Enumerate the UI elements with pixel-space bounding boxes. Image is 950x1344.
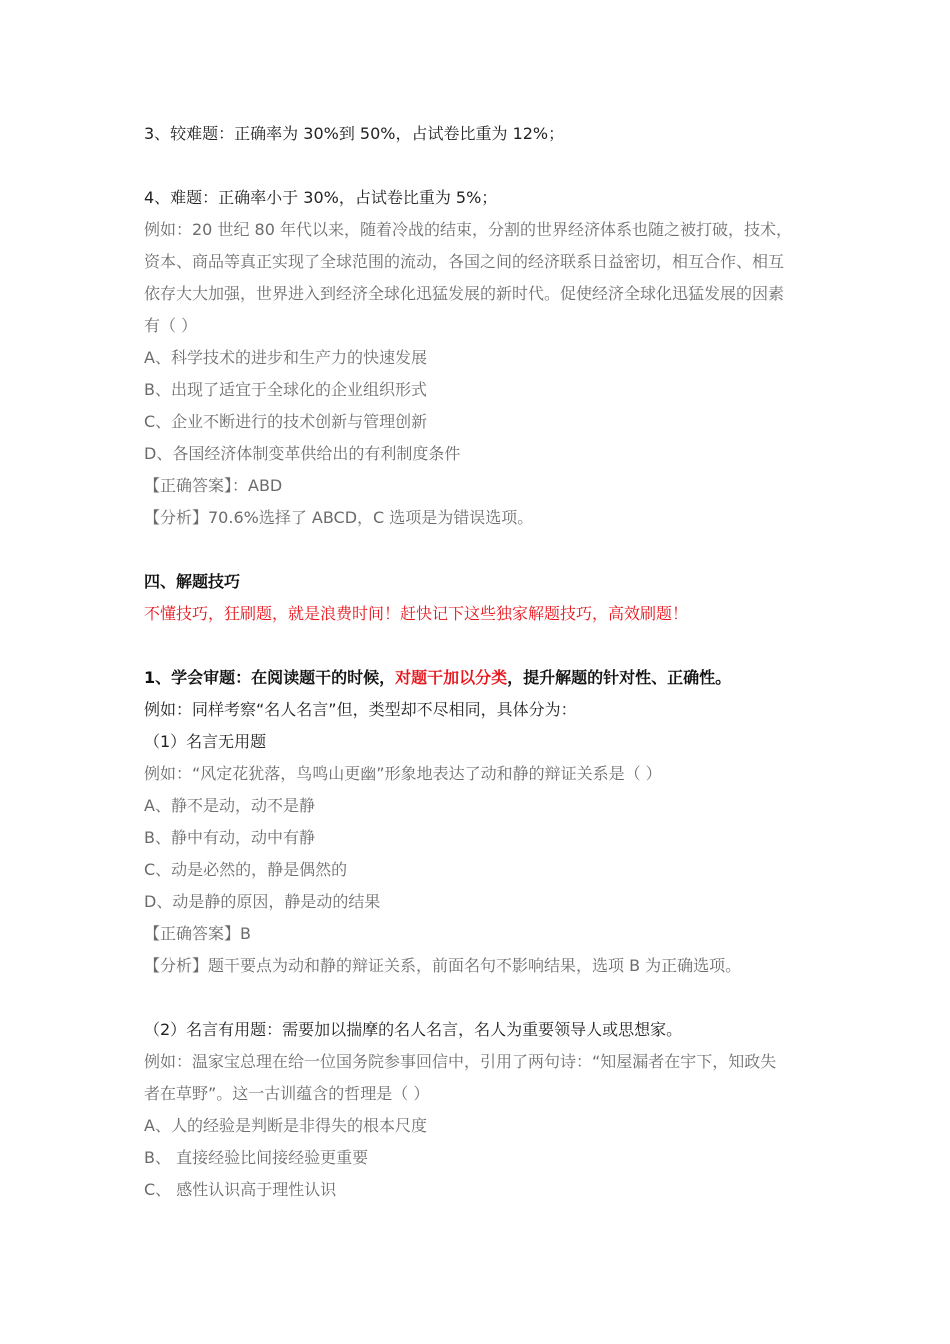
example1-option-b: B、出现了适宜于全球化的企业组织形式 xyxy=(144,380,427,399)
example1-stem-line: 资本、商品等真正实现了全球范围的流动，各国之间的经济联系日益密切，相互合作、相互 xyxy=(144,252,785,271)
sub1-analysis: 【分析】题干要点为动和静的辩证关系，前面名句不影响结果，选项 B 为正确选项。 xyxy=(144,956,742,975)
example1-option-a: A、科学技术的进步和生产力的快速发展 xyxy=(144,348,427,367)
sub1-answer: 【正确答案】B xyxy=(144,924,251,943)
example1-option-d: D、各国经济体制变革供给出的有利制度条件 xyxy=(144,444,461,463)
section4-title: 四、解题技巧 xyxy=(144,572,241,591)
tip1-heading-highlight: 对题干加以分类 xyxy=(395,668,508,687)
example1-analysis: 【分析】70.6%选择了 ABCD，C 选项是为错误选项。 xyxy=(144,508,534,527)
section4-slogan: 不懂技巧，狂刷题，就是浪费时间！赶快记下这些独家解题技巧，高效刷题！ xyxy=(144,604,689,623)
sub2-option-a: A、人的经验是判断是非得失的根本尺度 xyxy=(144,1116,427,1135)
sub2-option-b: B、 直接经验比间接经验更重要 xyxy=(144,1148,369,1167)
difficulty-level-3: 3、较难题：正确率为 30%到 50%，占试卷比重为 12%； xyxy=(144,124,565,143)
sub1-option-d: D、动是静的原因，静是动的结果 xyxy=(144,892,381,911)
tip1-intro: 例如：同样考察“名人名言”但，类型却不尽相同，具体分为： xyxy=(144,700,577,719)
sub2-stem-line: 者在草野”。这一古训蕴含的哲理是（ ） xyxy=(144,1084,430,1103)
sub1-title: （1）名言无用题 xyxy=(144,732,267,751)
sub2-title: （2）名言有用题：需要加以揣摩的名人名言，名人为重要领导人或思想家。 xyxy=(144,1020,683,1039)
example1-option-c: C、企业不断进行的技术创新与管理创新 xyxy=(144,412,428,431)
example1-stem-line: 有（ ） xyxy=(144,316,198,335)
example1-stem-line: 依存大大加强，世界进入到经济全球化迅猛发展的新时代。促使经济全球化迅猛发展的因素 xyxy=(144,284,785,303)
tip1-heading xyxy=(144,662,824,694)
sub1-stem: 例如：“风定花犹落，鸟鸣山更幽”形象地表达了动和静的辩证关系是（ ） xyxy=(144,764,662,783)
sub1-option-b: B、静中有动，动中有静 xyxy=(144,828,315,847)
sub2-option-c: C、 感性认识高于理性认识 xyxy=(144,1180,337,1199)
tip1-heading-part1: 1、学会审题：在阅读题干的时候， xyxy=(144,668,396,687)
example1-stem-line: 例如：20 世纪 80 年代以来，随着冷战的结束，分割的世界经济体系也随之被打破，技术， xyxy=(144,220,792,239)
example1-answer: 【正确答案】：ABD xyxy=(144,476,283,495)
sub1-option-c: C、动是必然的，静是偶然的 xyxy=(144,860,348,879)
sub1-option-a: A、静不是动，动不是静 xyxy=(144,796,315,815)
difficulty-level-4: 4、难题：正确率小于 30%，占试卷比重为 5%； xyxy=(144,188,498,207)
tip1-heading-part3: ，提升解题的针对性、正确性。 xyxy=(507,668,732,687)
sub2-stem-line: 例如：温家宝总理在给一位国务院参事回信中，引用了两句诗：“知屋漏者在宇下，知政失 xyxy=(144,1052,777,1071)
